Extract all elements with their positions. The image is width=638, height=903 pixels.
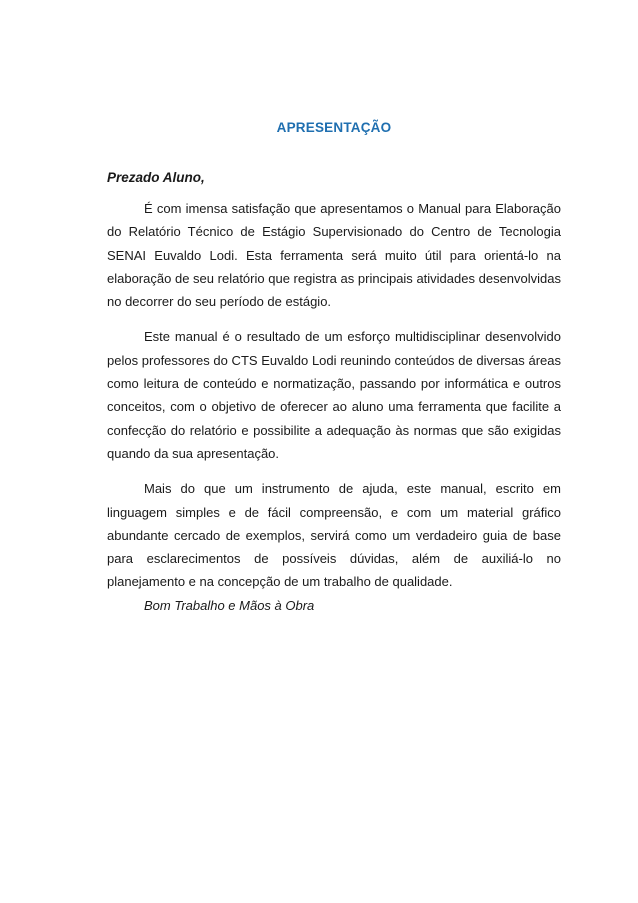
closing-line: Bom Trabalho e Mãos à Obra — [144, 598, 315, 613]
page-title: APRESENTAÇÃO — [276, 120, 392, 135]
paragraph-3: Mais do que um instrumento de ajuda, este manual, escrito em linguagem simples e de fácil compreensão, e com um material gráfico abundante cercado de exemplos, servirá como um verdadeiro guia de base para esclarecimentos de possíveis dúvidas, além de auxiliá-lo no planejamento e na concepção de um trabalho de qualidade. — [107, 481, 561, 590]
body-text — [107, 197, 561, 606]
salutation: Prezado Aluno, — [107, 170, 205, 185]
paragraph-2: Este manual é o resultado de um esforço multidisciplinar desenvolvido pelos professores do CTS Euvaldo Lodi reunindo conteúdos de diversas áreas como leitura de conteúdo e normatização, passando por informática e outros conceitos, com o objetivo de oferecer ao aluno uma ferramenta que facilite a confecção do relatório e possibilite a adequação às normas que são exigidas quando da sua apresentação. — [107, 329, 561, 461]
paragraph-1: É com imensa satisfação que apresentamos o Manual para Elaboração do Relatório Técnico de Estágio Supervisionado do Centro de Tecnologia SENAI Euvaldo Lodi. Esta ferramenta será muito útil para orientá-lo na elaboração de seu relatório que registra as principais atividades desenvolvidas no decorrer do seu período de estágio. — [107, 201, 561, 310]
